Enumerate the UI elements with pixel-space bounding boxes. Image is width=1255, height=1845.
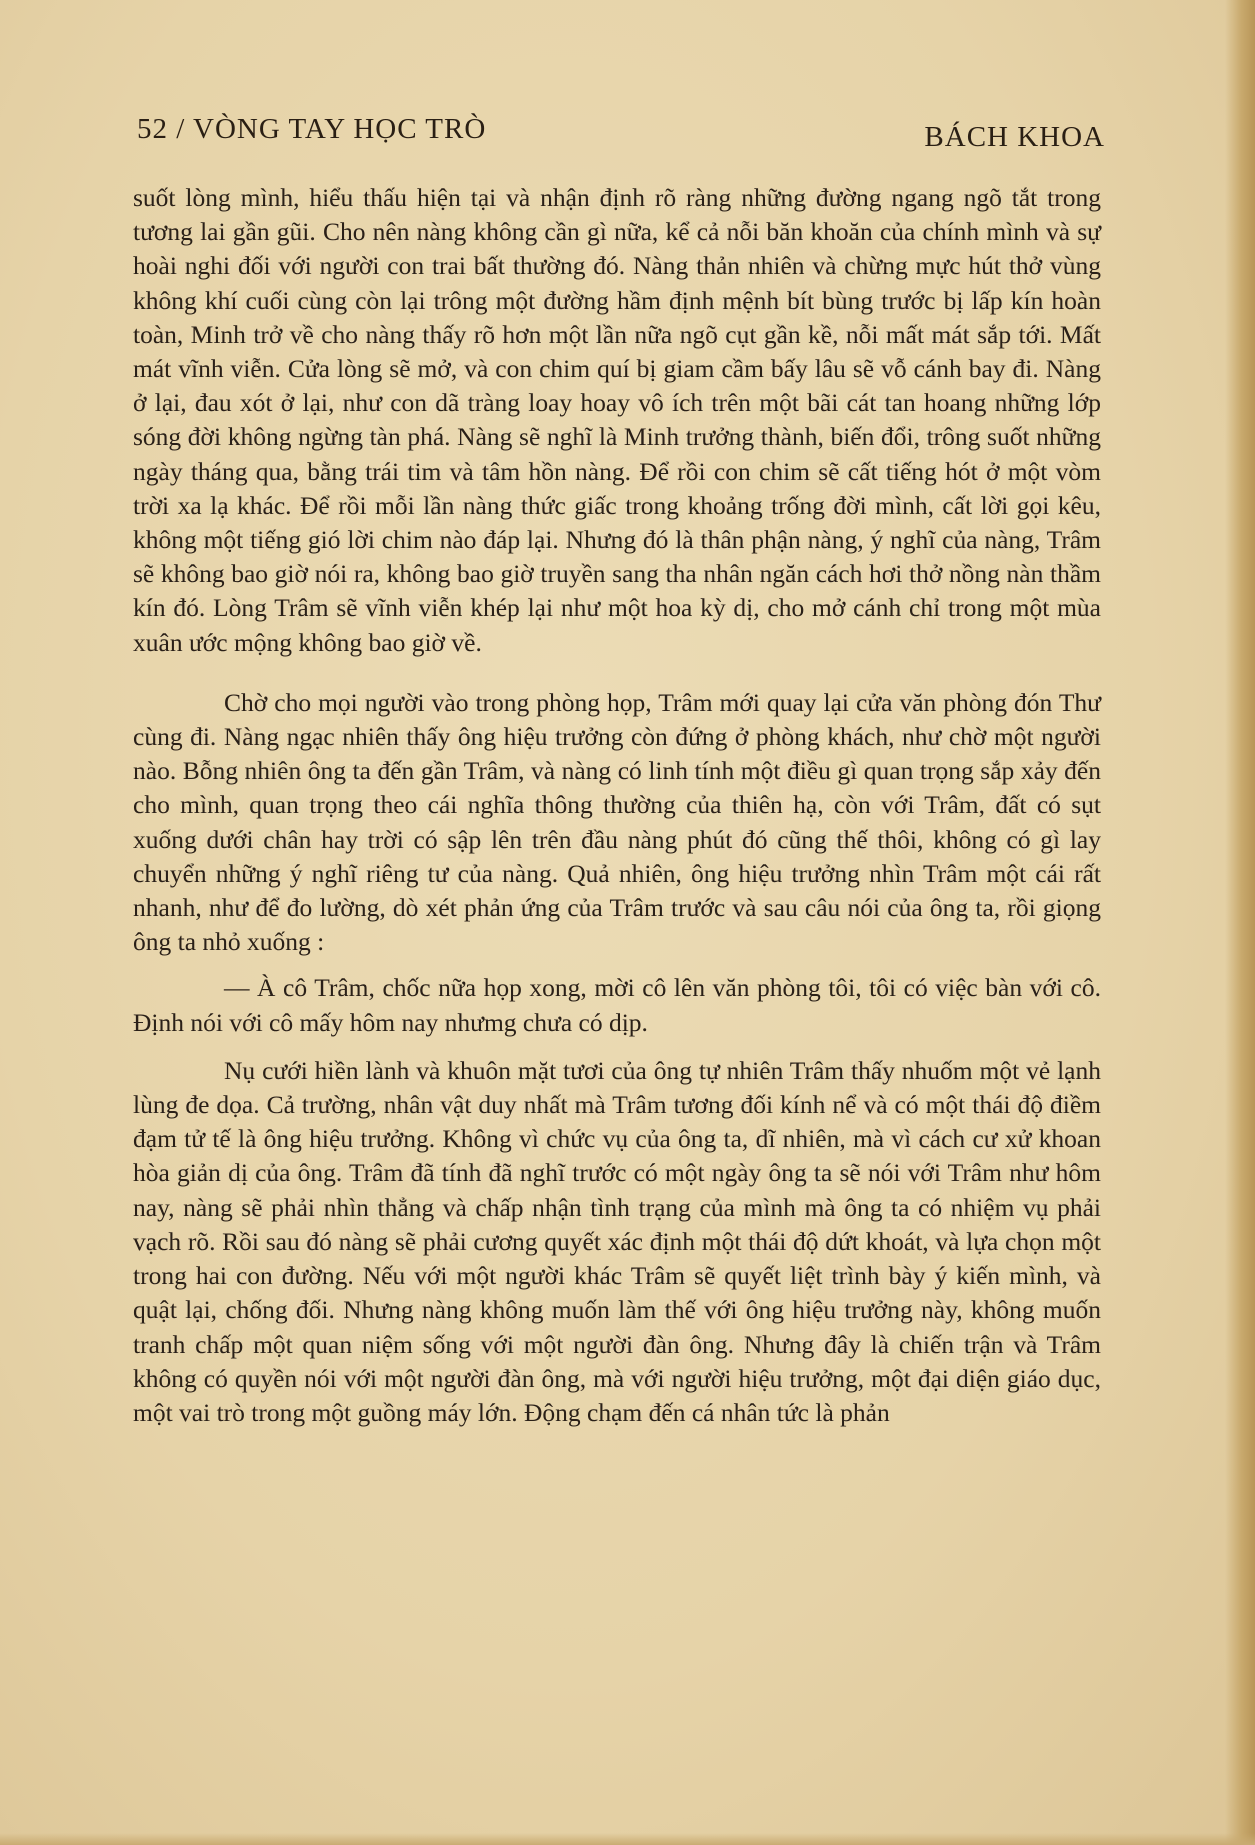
dialogue-paragraph: — À cô Trâm, chốc nữa họp xong, mời cô lên văn phòng tôi, tôi có việc bàn với cô. Định nói với cô mấy hôm nay nhưmg chưa có dịp. (133, 973, 1101, 1037)
magazine-name: BÁCH KHOA (924, 121, 1105, 153)
page-bottom-edge (0, 1833, 1255, 1845)
running-header (137, 113, 1105, 157)
paragraph-continuation: suốt lòng mình, hiểu thấu hiện tại và nhận định rõ ràng những đường ngang ngõ tắt trong tương lai gần gũi. Cho nên nàng không cần gì nữa, kể cả nỗi băn khoăn của chính mình và sự hoài nghi đối với người con trai bất thường đó. Nàng thản nhiên và chừng mực hút thở vùng không khí cuối cùng còn lại trông một đường hầm định mệnh bít bùng trước bị lấp kín hoàn toàn, Minh trở về cho nàng thấy rõ hơn một lần nữa ngõ cụt gần kề, nỗi mất mát sắp tới. Mất mát vĩnh viễn. Cửa lòng sẽ mở, và con chim quí bị giam cầm bấy lâu sẽ vỗ cánh bay đi. Nàng ở lại, đau xót ở lại, như con dã tràng loay hoay vô ích trên một bãi cát tan hoang những lớp sóng đời không ngừng tàn phá. Nàng sẽ nghĩ là Minh trưởng thành, biến đổi, trông suốt những ngày tháng qua, bằng trái tim và tâm hồn nàng. Để rồi con chim sẽ cất tiếng hót ở một vòm trời xa lạ khác. Để rồi mỗi lần nàng thức giấc trong khoảng trống đời mình, cất lời gọi kêu, không một tiếng gió lời chim nào đáp lại. Nhưng đó là thân phận nàng, ý nghĩ của nàng, Trâm sẽ không bao giờ nói ra, không bao giờ truyền sang tha nhân ngăn cách hơi thở nồng nàn thầm kín đó. Lòng Trâm sẽ vĩnh viễn khép lại như một hoa kỳ dị, cho mở cánh chỉ trong một mùa xuân ước mộng không bao giờ về. (133, 183, 1101, 657)
page-edge-shadow (1225, 0, 1255, 1845)
page-body-text (133, 181, 1101, 1430)
page-number-and-title: 52 / VÒNG TAY HỌC TRÒ (137, 113, 487, 145)
paragraph: Nụ cưới hiền lành và khuôn mặt tươi của ông tự nhiên Trâm thấy nhuốm một vẻ lạnh lùng đe dọa. Cả trường, nhân vật duy nhất mà Trâm tương đối kính nể và có một thái độ điềm đạm tử tế là ông hiệu trưởng. Không vì chức vụ của ông ta, dĩ nhiên, mà vì cách cư xử khoan hòa giản dị của ông. Trâm đã tính đã nghĩ trước có một ngày ông ta sẽ nói với Trâm như hôm nay, nàng sẽ phải nhìn thẳng và chấp nhận tình trạng của mình mà ông ta có nhiệm vụ phải vạch rõ. Rồi sau đó nàng sẽ phải cương quyết xác định một thái độ dứt khoát, và lựa chọn một trong hai con đường. Nếu với một người khác Trâm sẽ quyết liệt trình bày ý kiến mình, và quật lại, chống đối. Nhưng nàng không muốn làm thế với ông hiệu trưởng này, không muốn tranh chấp một quan niệm sống với một người đàn ông. Nhưng đây là chiến trận và Trâm không có quyền nói với một người đàn ông, mà với người hiệu trưởng, một đại diện giáo dục, một vai trò trong một guồng máy lớn. Động chạm đến cá nhân tức là phản (133, 1055, 1101, 1427)
paragraph: Chờ cho mọi người vào trong phòng họp, Trâm mới quay lại cửa văn phòng đón Thư cùng đi. Nàng ngạc nhiên thấy ông hiệu trưởng còn đứng ở phòng khách, như chờ một người nào. Bỗng nhiên ông ta đến gần Trâm, và nàng có linh tính một điều gì quan trọng sắp xảy đến cho mình, quan trọng theo cái nghĩa thông thường của thiên hạ, còn với Trâm, đất có sụt xuống dưới chân hay trời có sập lên trên đầu nàng phút đó cũng thế thôi, không có gì lay chuyển những ý nghĩ riêng tư của nàng. Quả nhiên, ông hiệu trưởng nhìn Trâm một cái rất nhanh, như để đo lường, dò xét phản ứng của Trâm trước và sau câu nói của ông ta, rồi giọng ông ta nhỏ xuống : (133, 687, 1101, 957)
